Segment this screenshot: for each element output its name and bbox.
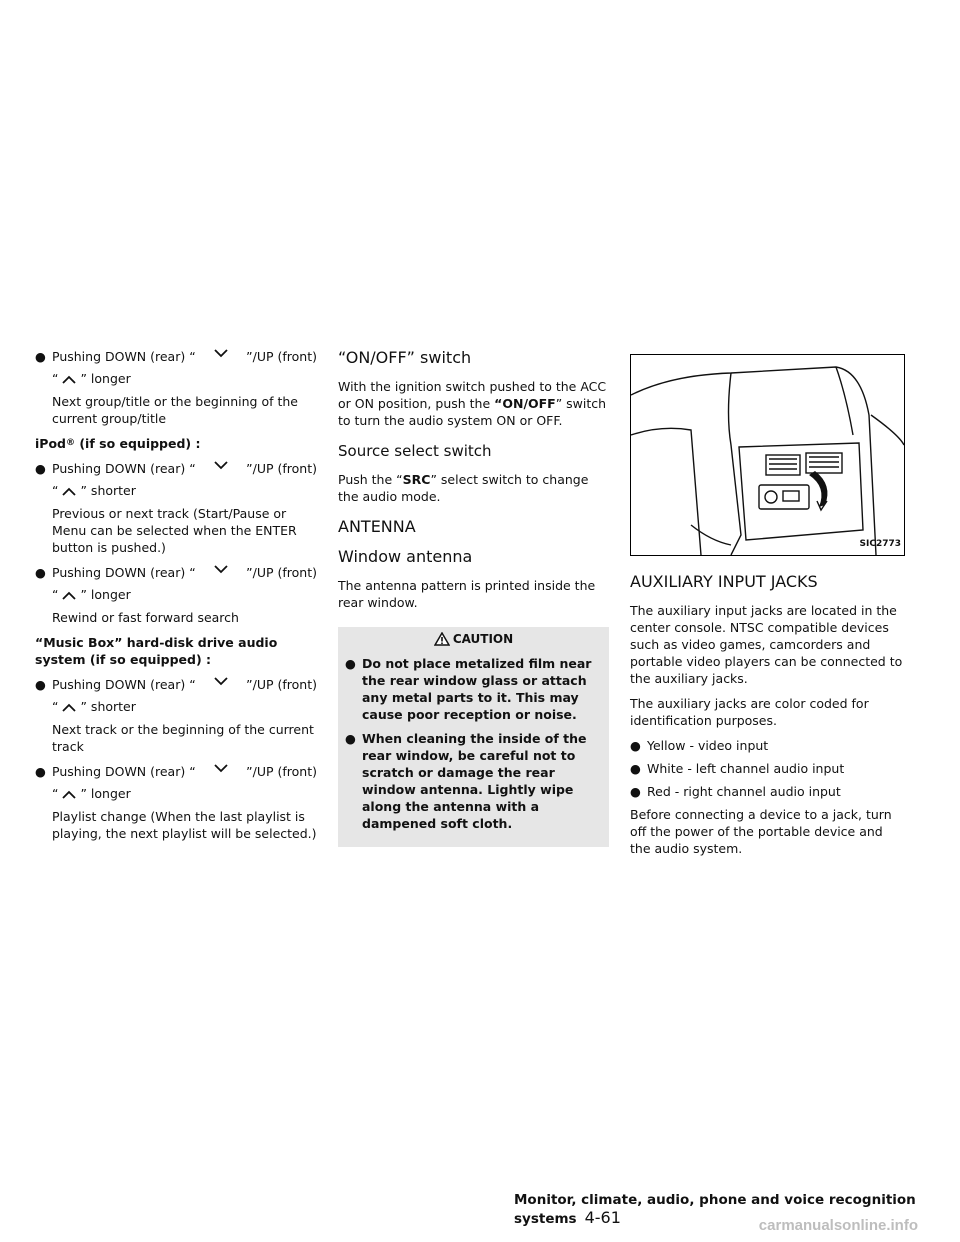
chevron-down-icon (214, 763, 228, 773)
item-description: Next track or the beginning of the current track (52, 722, 314, 754)
console-illustration (630, 354, 905, 556)
bullet-item: ● Pushing DOWN (rear) “ ”/UP (front) “ ” shorter (35, 677, 317, 714)
bullet-item: ● Pushing DOWN (rear) “ ”/UP (front) “ ” shorter (35, 461, 317, 498)
onoff-heading: “ON/OFF” switch (338, 348, 472, 367)
chevron-down-icon (214, 460, 228, 470)
watermark: carmanualsonline.info (758, 1217, 918, 1234)
item-description: Previous or next track (Start/Pause or Menu can be selected when the ENTER button is pushed.) (52, 506, 297, 555)
caution-item: ● Do not place metalized film near the rear window glass or attach any metal parts to it. This may cause poor reception or noise. (345, 656, 592, 722)
caution-box (338, 627, 609, 847)
aux-paragraph: Before connecting a device to a jack, turn off the power of the portable device and the audio system. (630, 807, 892, 856)
window-antenna-heading: Window antenna (338, 547, 473, 566)
chevron-up-icon (62, 703, 76, 713)
source-select-text: Push the “SRC” select switch to change the audio mode. (338, 472, 589, 504)
aux-heading: AUXILIARY INPUT JACKS (630, 572, 818, 591)
figure-label: SIC2773 (859, 539, 901, 549)
item-description: Rewind or fast forward search (52, 610, 239, 625)
item-description: Next group/title or the beginning of the current group/title (52, 394, 298, 426)
caution-title: CAUTION (345, 631, 602, 648)
item-description: Playlist change (When the last playlist is playing, the next playlist will be selected.) (52, 809, 317, 841)
window-antenna-text: The antenna pattern is printed inside the rear window. (338, 578, 596, 610)
chevron-down-icon (214, 676, 228, 686)
aux-paragraph: The auxiliary input jacks are located in the center console. NTSC compatible devices such as video games, camcorders and portable video players can be connected to the auxiliary jacks. (630, 603, 903, 686)
chevron-down-icon (214, 564, 228, 574)
column-right (630, 348, 903, 865)
bullet-item: ● Pushing DOWN (rear) “ ”/UP (front) “ ” longer (35, 764, 317, 801)
chevron-up-icon (62, 591, 76, 601)
musicbox-heading: “Music Box” hard-disk drive audio system (if so equipped) : (35, 635, 278, 667)
aux-bullet: ● Red - right channel audio input (630, 784, 841, 799)
column-middle (338, 348, 609, 847)
caution-item: ● When cleaning the inside of the rear window, be careful not to scratch or damage the rear window antenna. Lightly wipe along the antenna with a dampened soft cloth. (345, 731, 587, 831)
chevron-up-icon (62, 487, 76, 497)
chevron-up-icon (62, 375, 76, 385)
center-console-drawing (631, 355, 904, 555)
onoff-text: With the ignition switch pushed to the ACC or ON position, push the “ON/OFF” switch to turn the audio system ON or OFF. (338, 379, 607, 428)
bullet-item: ● Pushing DOWN (rear) “ ”/UP (front) “ ” longer (35, 565, 317, 602)
column-left (35, 348, 317, 850)
ipod-heading: iPod® (if so equipped) : (35, 436, 201, 451)
bullet-item: ● Pushing DOWN (rear) “ ”/UP (front) “ ” longer (35, 349, 317, 386)
warning-icon (434, 632, 450, 646)
source-select-heading: Source select switch (338, 442, 492, 460)
chevron-down-icon (214, 348, 228, 358)
footer-section: Monitor, climate, audio, phone and voice recognition systems (514, 1192, 916, 1227)
antenna-heading: ANTENNA (338, 517, 416, 536)
aux-bullet: ● White - left channel audio input (630, 761, 845, 776)
chevron-up-icon (62, 790, 76, 800)
aux-paragraph: The auxiliary jacks are color coded for identification purposes. (630, 696, 869, 728)
aux-bullet: ● Yellow - video input (630, 738, 769, 753)
page-number: 4-61 (584, 1208, 621, 1227)
